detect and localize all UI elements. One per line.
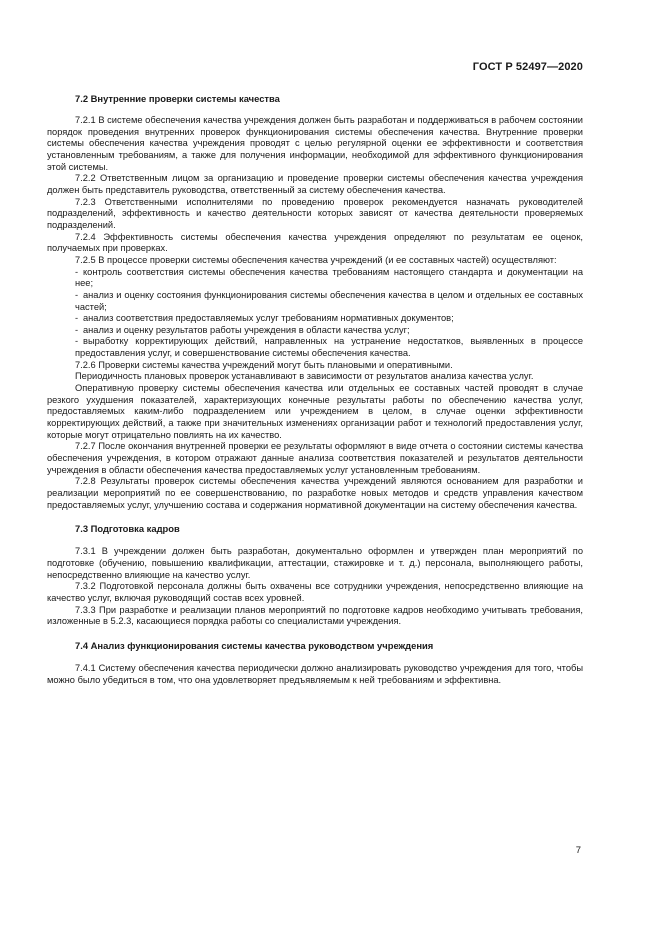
paragraph-periodicity: Периодичность плановых проверок устанавливают в зависимости от результатов анализа качества услуг. xyxy=(75,371,534,382)
list-item-text: анализ соответствия предоставляемых услуг требованиям нормативных документов; xyxy=(83,313,454,324)
standard-header: ГОСТ Р 52497—2020 xyxy=(472,61,583,73)
list-item: - выработку корректирующих действий, направленных на устранение недостатков, выявленных в процессе предоставления услуг, и совершенствование системы обеспечения качества. xyxy=(75,336,583,359)
document-body xyxy=(47,93,583,686)
paragraph-7-2-3: 7.2.3 Ответственными исполнителями по проведению проверок рекомендуется назначать руководителей подразделений, эффективность и качество деятельности которых зависят от качества деятельности проверяемых подразделений. xyxy=(47,196,583,230)
list-item-text: контроль соответствия системы обеспечения качества требованиям настоящего стандарта и документации на нее; xyxy=(75,266,583,289)
list-item-text: анализ и оценку состояния функционирования системы обеспечения качества в целом и отдельных ее составных частей; xyxy=(75,289,583,312)
paragraph-7-3-1: 7.3.1 В учреждении должен быть разработан, документально оформлен и утвержден план мероприятий по подготовке (обучению, повышению квалификации, аттестации, стажировке и т. д.) персонала, выполняющего работы, непосредственно влияющие на качество услуг. xyxy=(47,546,583,580)
paragraph-7-4-1: 7.4.1 Систему обеспечения качества периодически должно анализировать руководство учреждения для того, чтобы можно было убедиться в том, что она удовлетворяет предъявляемым к ней требованиям и эффективна. xyxy=(47,662,583,685)
list-item: - анализ и оценку состояния функционирования системы обеспечения качества в целом и отдельных ее составных частей; xyxy=(75,289,583,312)
list-item: - контроль соответствия системы обеспечения качества требованиям настоящего стандарта и документации на нее; xyxy=(75,266,583,289)
paragraph-7-2-1: 7.2.1 В системе обеспечения качества учреждения должен быть разработан и поддерживаться в рабочем состоянии порядок проведения внутренних проверок функционирования системы обеспечения качества. Внутренние проверки системы обеспечения качества учреждения проводят с целью регулярной оценки ее эффективности и соответствия установленным требованиям, а также для получения информации, необходимой для эффективного функционирования этой системы. xyxy=(47,115,583,172)
paragraph-7-2-7: 7.2.7 После окончания внутренней проверки ее результаты оформляют в виде отчета о состоянии системы качества обеспечения учреждения, в котором отражают данные анализа соответствия показателей и результатов деятельности учреждения в области обеспечения качества предоставляемых услуг установленным требованиям. xyxy=(47,441,583,475)
paragraph-7-2-2: 7.2.2 Ответственным лицом за организацию и проведение проверки системы обеспечения качества учреждения должен быть представитель руководства, ответственный за систему обеспечения качества. xyxy=(47,173,583,195)
list-item: - анализ соответствия предоставляемых услуг требованиям нормативных документов; xyxy=(75,313,454,324)
paragraph-7-3-3: 7.3.3 При разработке и реализации планов мероприятий по подготовке кадров необходимо учитывать требования, изложенные в 5.2.3, касающиеся порядка работы со специалистами учреждения. xyxy=(47,604,583,627)
section-heading-7-2: 7.2 Внутренние проверки системы качества xyxy=(75,93,280,104)
section-heading-7-4: 7.4 Анализ функционирования системы качества руководством учреждения xyxy=(75,639,434,651)
list-item-text: выработку корректирующих действий, направленных на устранение недостатков, выявленных в процессе предоставления услуг, и совершенствование системы обеспечения качества. xyxy=(75,336,583,359)
list-item: - анализ и оценку результатов работы учреждения в области качества услуг; xyxy=(75,324,410,335)
paragraph-7-3-2: 7.3.2 Подготовкой персонала должны быть охвачены все сотрудники учреждения, непосредственно влияющие на качество услуг, включая руководящий состав всех уровней. xyxy=(47,581,583,603)
paragraph-7-2-6: 7.2.6 Проверки системы качества учреждений могут быть плановыми и оперативными. xyxy=(75,359,453,370)
paragraph-7-2-8: 7.2.8 Результаты проверок системы обеспечения качества учреждений являются основанием для разработки и реализации мероприятий по ее совершенствованию, по разработке новых методов и средств управления качеством предоставляемых услуг, улучшению состава и содержания нормативной документации на систему обеспечения качества. xyxy=(47,476,583,510)
section-heading-7-3: 7.3 Подготовка кадров xyxy=(75,523,180,535)
paragraph-7-2-5: 7.2.5 В процессе проверки системы обеспечения качества учреждений (и ее составных частей) осуществляют: xyxy=(75,254,557,265)
list-item-text: анализ и оценку результатов работы учреждения в области качества услуг; xyxy=(83,324,410,335)
paragraph-operative-check: Оперативную проверку системы обеспечения качества или отдельных ее составных частей проводят в случае резкого ухудшения показателей, характеризующих конечные результаты работы по обеспечению качества услуг, предоставляемых каким-либо подразделением или учреждением в целом, в случае оценки эффективности корректирующих действий, а также при значительных изменениях организации работ и технологий предоставления услуг, которые могут отрицательно повлиять на их качество. xyxy=(47,383,583,440)
page-number: 7 xyxy=(575,845,581,856)
paragraph-7-2-4: 7.2.4 Эффективность системы обеспечения качества учреждения определяют по результатам ее оценок, получаемых при проверках. xyxy=(47,231,583,254)
